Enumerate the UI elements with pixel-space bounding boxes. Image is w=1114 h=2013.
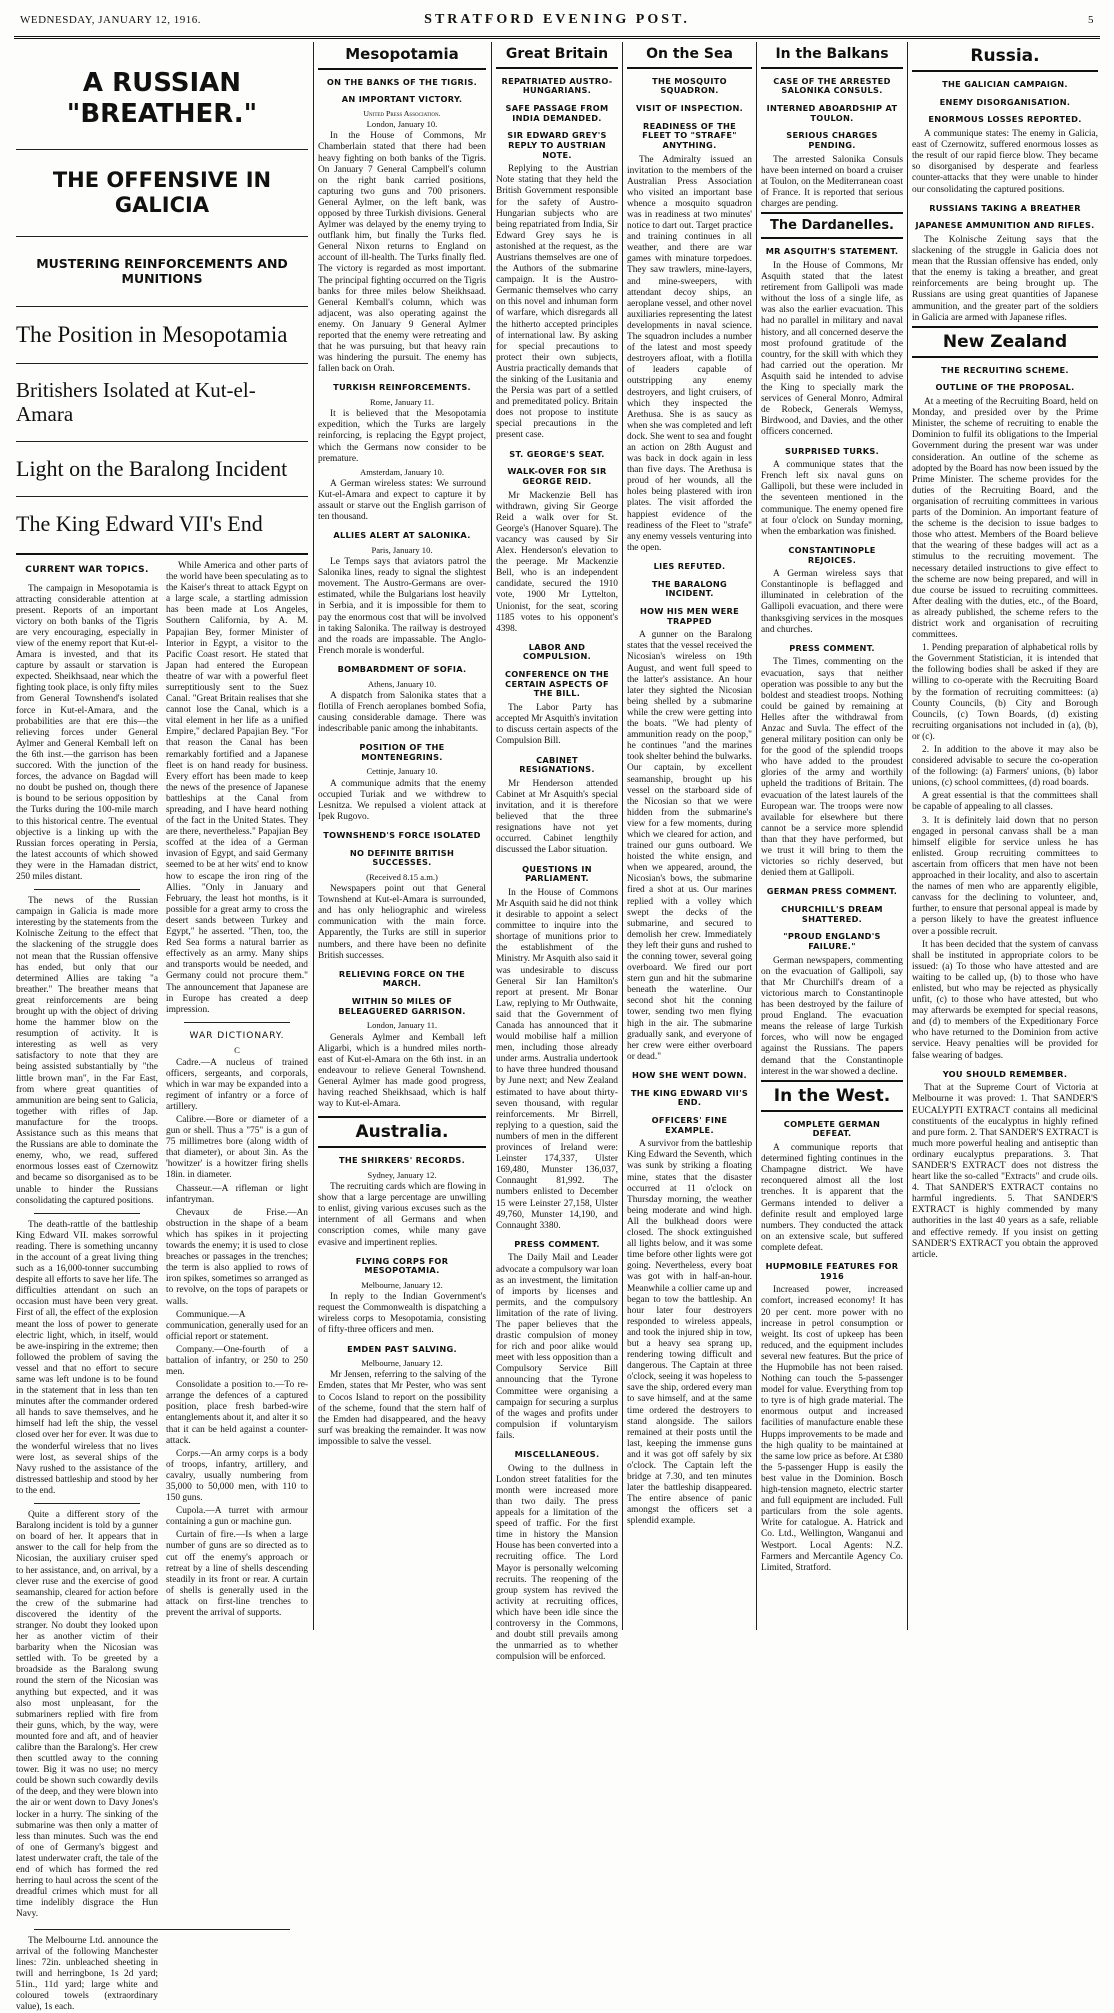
article-text: A communique reports that determined fighting continues in the Champagne district. We have reconquered almost all the lost trenches. It is apparent that the Germans intended to deliver a definite result and employed large numbers. They conducted the attack on an extensive scale, but suffered complete defeat. (761, 1143, 903, 1253)
subhead: ENORMOUS LOSSES REPORTED. (928, 114, 1082, 125)
article-paragraph: While America and other parts of the world have been speculating as to the Kaiser's threat to attack Egypt on a large scale, a startling admission has been made at Los Angeles, Southern California, by A. M. Papajian Bey, former Minister of Interior in Egypt, a visitor to the Pacific Coast resort. He stated that Japan had entered the European theatre of war with a powerful fleet surreptitiously sent to the Suez Canal. "Great Britain realises that she cannot lose the Canal, which is a vital element in her life as a unified Empire," declared Papajian Bey. "For that reason the Canal has been remarkably fortified and a Japanese fleet is on hand ready for business. Every effort has been made to keep the news of the presence of Japanese battleships at the Canal from spreading, and I have heard nothing of the fact in the United States. They are there, nevertheless." Papajian Bey scoffed at the idea of a German invasion of Egypt, and said Germany seemed to be at her wits' end to know how to escape the iron ring of the Allies. "Only in January and February, the least hot months, is it possible for a great army to cross the desert sands between Turkey and Egypt," he asserted. "Then, too, the Red Sea forms a natural barrier as effectively as an army. Many ships and transports would be needed, and Germany could not procure them." The announcement that Japanese are in Europe has created a deep impression. (166, 560, 308, 1015)
divider (34, 1213, 140, 1214)
article-text: German newspapers, commenting on the evacuation of Gallipoli, say that Mr Churchill's dream of a victorious march to Constantinople has been destroyed by the failure of proud England. The evacuation means the release of large Turkish forces, who will now be engaged against the Russians. The papers demand that the Constantinople interest in the war showed a decline. (761, 955, 903, 1077)
subhead: HOW HIS MEN WERE TRAPPED (639, 605, 740, 626)
column-rule (756, 42, 757, 1630)
article-text: The Daily Mail and Leader advocate a compulsory war loan as an investment, the limitation of imports by licenses and permits, and the compulsory limitation of the rate of living. The paper believes that the drastic compulsion of money for rich and poor alike would meet with less opposition than a Compulsory Service Bill announcing that the Tyrone Committee were organising a campaign for securing a surplus of the wages and profits under compulsion if voluntaryism fails. (496, 1253, 618, 1441)
dictionary-entry: Chevaux de Frise.—An obstruction in the shape of a beam which has spikes in it projecting towards the enemy; it is used to close breaches or passages in the trenches; the term is also applied to rows of iron spikes, sometimes so arranged as to revolve, on the tops of parapets or walls. (166, 1207, 308, 1307)
dateline: London, January 11. (366, 1020, 438, 1031)
article-text: The Times, commenting on the evacuation, says that neither operation was possible to any but the boldest and steadiest troops. Nothing could be gained by remaining at Helles after the withdrawal from Anzac and Suvla. The effect of the general military position can only be for the good of the splendid troops who have added to the proudest glories of the army and worthily upheld the traditions of Britain. The evacuation of the latest laurels of the European war. The troops were now available for elsewhere but there cannot be a service more splendid than that they have performed, but we trust it will bring to them the victories so richly deserved, but denied them at Gallipoli. (761, 657, 903, 879)
article-paragraph: The news of the Russian campaign in Galicia is made more interesting by the statements from the Kolnische Zeitung to the effect that the slackening of the struggle does not mean that the Russian offensive has ended, but only that our determined Allies are taking "a breather." The breather means that great reinforcements are being brought up with the object of driving home the hammer blow on the resumption of activity. It is interesting as well as very satisfactory to note that they are being assisted substantially by "the little brown man", in the Far East, from where great quantities of ammunition are being sent to Galicia, together with rifles of Jap. manufacture for the troops. Assistance such as this means that the Russians are able to dominate the enemy, who, we read, suffered enormous losses east of Czernowitz and became so disorganised as to be unable to hinder the Russians consolidating the captured positions. (16, 896, 158, 1206)
headline-reinforcements: MUSTERING REINFORCEMENTS AND MUNITIONS (16, 237, 308, 308)
article-text: A communique states that the French left six naval guns on Gallipoli, but these were included in the seventeen mentioned in the communique. The enemy opened fire at four o'clock on Sunday morning, when the embarkation was finished. (761, 460, 903, 537)
dateline: Amsterdam, January 10. (359, 466, 444, 477)
advert-melbourne: The Melbourne Ltd. announce the arrival of the following Manchester lines: 72in. unbleached sheeting in twill and herringbone, 1s 2d yard; 51in., 11d yard; large white and coloured towels (extraordinary value), 1s each. (16, 1935, 158, 2013)
subhead: TOWNSHEND'S FORCE ISOLATED (323, 829, 481, 840)
subhead: EMDEN PAST SALVING. (347, 1343, 457, 1354)
divider (34, 889, 140, 890)
dictionary-entry: Corps.—An army corps is a body of troops, infantry, artillery, and cavalry, usually numbering from 35,000 to 50,000 men, with 110 to 150 guns. (166, 1448, 308, 1504)
article-text: At a meeting of the Recruiting Board, held on Monday, and presided over by the Prime Minister, the scheme of recruiting to enable the Dominion to fulfil its obligations to the Imperial Government during the present war was under consideration. An outline of the scheme as adopted by the Board has now been issued by the Prime Minister. The scheme provides for the duties of the Recruiting Board, and the organisation of recruiting committees in various parts of the Dominion. An important feature of the scheme is the decision to issue badges to those who attest. Members of the Board believe that the wearing of these badges will act as a stimulus to the recruiting movement. The necessary detailed instructions to give effect to the scheme are now being prepared, and will in due course be issued to recruiting committees. After dealing with the duties, etc., of the Board, as already published, the scheme refers to the district work and organisation of recruiting committees. (912, 397, 1098, 641)
subhead: THE MOSQUITO SQUADRON. (652, 75, 727, 96)
column-rule (491, 42, 492, 1630)
subhead: CONSTANTINOPLE REJOICES. (788, 544, 876, 565)
section-mesopotamia: Mesopotamia (318, 42, 486, 70)
article-text: The recruiting cards which are flowing in show that a large percentage are unwilling to enlist, giving various excuses such as the internment of all Germans and when conscription comes, while many gave evasive and impertinent replies. (318, 1182, 486, 1248)
subhead: THE BARALONG INCIDENT. (651, 578, 728, 599)
article-text: Mr Jensen, referring to the salving of the Emden, states that Mr Pester, who was sent to Cocos Island to report on the possibility of the scheme, found that the stern half of the Emden had disappeared, and the heavy surf was breaking the remainder. It was now impossible to salve the vessel. (318, 1370, 486, 1447)
subhead: "PROUD ENGLAND'S FAILURE." (783, 931, 881, 951)
subhead: ENEMY DISORGANISATION. (939, 96, 1071, 107)
article-text: In reply to the Indian Government's request the Commonwealth is dispatching a wireless corps to Mesopotamia, consisting of fifty-three officers and men. (318, 1292, 486, 1336)
subhead: LABOR AND COMPULSION. (522, 641, 592, 662)
dateline: Cettinje, January 10. (366, 766, 438, 777)
subhead: SERIOUS CHARGES PENDING. (786, 130, 878, 150)
article-text: The Admiralty issued an invitation to the members of the Australian Press Association who visited an important base whence a mosquito squadron was in readiness at two minutes' notice to dart out. Target practice and training continues in all weather, and there are war games with minature torpedoes. They saw trawlers, mine-layers, and mine-sweepers, with attendant decoy ships, an aeroplane vessel, and other novel auxiliaries representing the latest developments in naval science. The squadron includes a number of the latest and most speedy destroyers afloat, with a flotilla of leaders capable of outstripping any enemy destroyers, and light cruisers, of which they inspected the Arethusa. She is as saucy as when she was completed and left dock. She went to sea and fought an action on 28th August and was back in dock again in less than five days. The Arethusa is proud of her wounds, all the holes being plastered with iron plates. The visit afforded the happiest evidence of the readiness of the Fleet to "strafe" any enemy vessels venturing into the open. (627, 154, 752, 553)
subhead: ALLIES ALERT AT SALONIKA. (333, 530, 471, 541)
scheme-item: 2. In addition to the above it may also be considered advisable to secure the co-operation of the following: (a) Farmers' unions, (b) labor unions, (c) school committees, (d) road boards. (912, 745, 1098, 789)
subhead: REPATRIATED AUSTRO-HUNGARIANS. (501, 75, 613, 96)
subhead: OFFICERS' FINE EXAMPLE. (651, 1114, 728, 1135)
subhead: THE GALICIAN CAMPAIGN. (942, 79, 1068, 90)
column-rule (313, 42, 314, 1630)
section-australia: Australia. (318, 1116, 486, 1148)
column-rule (907, 42, 908, 1630)
subhead: INTERNED ABOARDSHIP AT TOULON. (766, 102, 898, 123)
advert-sanders-extract: That at the Supreme Court of Victoria at Melbourne it was proved: 1. That SANDER'S EUCALYPTI EXTRACT contains all medicinal constituents of the eucalyptus in highly refined and pure form. 2. That SANDER'S EXTRACT is much more powerful healing and antiseptic than ordinary eucalyptus preparations. 3. That SANDER'S EXTRACT does not distress the heart like the so-called "Extracts" and crude oils. 4. That SANDER'S EXTRACT contains no harmful ingredients. 5. That SANDER'S EXTRACT is highly commended by many authorities in the last 40 years as a safe, reliable and effective remedy. If you insist on getting SANDER'S EXTRACT you obtain the approved article. (912, 1083, 1098, 1260)
subhead: RUSSIANS TAKING A BREATHER (929, 202, 1081, 213)
article-text: A survivor from the battleship King Edward the Seventh, which was sunk by striking a floating mine, states that the disaster occurred at 11 o'clock on Thursday morning, the weather being moderate and wind high. All the bulkhead doors were closed. The shock extinguished all lights below, and it was some time before other lights were got going. Nevertheless, every boat was got with in half-an-hour. Meanwhile a collier came up and began to tow the battleship. An hour later four destroyers responded to wireless appeals, and took the injured ship in tow, but a heavy sea sprang up, rendering towing difficult and dangerous. The Captain at three o'clock, seeing it was hopeless to save the ship, ordered every man to save himself, and at the same time ordered the destroyers to stand alongside. The sailors remained at their posts until the last, keeping the immense guns and it was got off safely by six o'clock. The Captain left the bridge at 7.30, and ten minutes later the battleship disappeared. The entire absence of panic amongst the officers set a splendid example. (627, 1139, 753, 1527)
subhead: PRESS COMMENT. (514, 1238, 600, 1249)
subhead: THE KING EDWARD VII'S END. (630, 1087, 749, 1108)
newspaper-title: STRATFORD EVENING POST. (424, 12, 690, 27)
subhead: SURPRISED TURKS. (784, 445, 880, 456)
article-text: Generals Aylmer and Kemball left Aligarbi, which is a hundred miles north-east of Kut-el-Amara on the 6th inst. in an endeavour to relieve General Townshend. General Aylmer has made good progress, having reached Sheikhsaad, which is half way to Kut-el-Amara. (318, 1032, 486, 1110)
article-text: A gunner on the Baralong states that the vessel received the Nicosian's wireless on 19th August, and went full speed to the latter's assistance. An hour later they sighted the Nicosian being shelled by a submarine while the crew were getting into the boats. "We had plenty of ammunition ready on the poop," he continues "and the marines took shelter behind the bulwarks. Our captain, by excellent seamanship, brought up his vessel on the starboard side of the Nicosian so that we were hidden from the submarine's view for a few moments, during which we cleared for action, and trained our guns outboard. We hoisted the white ensign, and when we appeared, around, the Nicosian's bows, the submarine fired a shot at us. Our marines replied with a volley which swept the decks of the submarine, and secured to demolish her crew. Immediately they left their guns and rushed to the conning tower, several going overboard. We fired our port stern gun and hit the submarine beneath the waterline. Our second shot hit the conning tower, sending two men flying high in the air. The submarine gradually sank, and everyone of her crew were either overboard or dead." (627, 630, 752, 1062)
war-dictionary-title: WAR DICTIONARY. (189, 1030, 285, 1041)
war-topics-title: CURRENT WAR TOPICS. (25, 564, 149, 575)
subhead: BOMBARDMENT OF SOFIA. (337, 663, 467, 674)
dictionary-entry: Consolidate a position to.—To re-arrange the defences of a captured position, place fresh barbed-wire entanglements about it, and alter it so that it can be held against a counter-attack. (166, 1380, 308, 1446)
subhead: OUTLINE OF THE PROPOSAL. (935, 382, 1075, 393)
dictionary-entry: Calibre.—Bore or diameter of a gun or shell. Thus a "75" is a gun of 75 millimetres bore (along width of that diameter), or about 3in. As the 'howitzer' is a howitzer firing shells 18in. in diameter. (166, 1115, 308, 1181)
scheme-item: 1. Pending preparation of alphabetical rolls by the Government Statistician, it is intended that the following bodies shall be asked if they are willing to co-operate with the Recruiting Board by the formation of recruiting committees: (a) County Councils, (b) City and Borough Councils, (c) Town Boards, (d) existing recruiting organisations not included in (a), (b), or (c). (912, 643, 1098, 742)
headline-russian-breather: A RUSSIAN "BREATHER." (16, 42, 308, 150)
subhead: ST. GEORGE'S SEAT. (509, 448, 605, 459)
column-on-the-sea (627, 42, 752, 1630)
section-great-britain: Great Britain (496, 42, 618, 69)
headline-kut-el-amara: Britishers Isolated at Kut-el-Amara (16, 364, 308, 443)
subhead: FLYING CORPS FOR MESOPOTAMIA. (355, 1255, 449, 1276)
column-russia (912, 42, 1098, 1630)
article-text: The arrested Salonika Consuls have been interned on board a cruiser at Toulon, on the Mediterranean coast of France. It is reported that serious charges are pending. (761, 154, 903, 209)
dictionary-entry: Curtain of fire.—Is when a large number of guns are so directed as to cut off the enemy's approach or retreat by a line of shells descending steadily in its front or rear. A curtain of shells is generally used in the attack on first-line trenches to prevent the arrival of supports. (166, 1530, 308, 1619)
issue-date: WEDNESDAY, JANUARY 12, 1916. (20, 14, 202, 26)
subhead: COMPLETE GERMAN DEFEAT. (783, 1118, 881, 1139)
section-dardanelles: The Dardanelles. (761, 212, 903, 239)
subhead: LIES REFUTED. (653, 560, 726, 571)
article-text: Owing to the dullness in London street fatalities for the month were increased more than two daily. The press appeals for a limitation of the speed of traffic. For the first time in history the Mansion House has been converted into a recruiting office. The Lord Mayor is personally welcoming recruits. The reopening of the group system has revived the activity at recruiting offices, which have been idle since the controversy in the Commons, and doubt still prevails among the unmarried as to whether compulsion will be enforced. (496, 1463, 618, 1663)
dateline: Melbourne, January 12. (361, 1358, 443, 1369)
subhead: SAFE PASSAGE FROM INDIA DEMANDED. (505, 102, 609, 123)
section-new-zealand: New Zealand (912, 326, 1098, 358)
dateline: Sydney, January 12. (367, 1169, 437, 1180)
byline: United Press Association. (363, 109, 441, 119)
article-text: A dispatch from Salonika states that a flotilla of French aeroplanes bombed Sofia, causing considerable damage. There was indescribable panic among the inhabitants. (318, 690, 486, 734)
section-in-the-balkans: In the Balkans (761, 42, 903, 69)
subhead: TURKISH REINFORCEMENTS. (333, 382, 471, 393)
article-text: The Kolnische Zeitung says that the slackening of the struggle in Galicia does not mean that the Russian offensive has ended, only that the enemy is taking a breather, and great reinforcements are being brought up. The Russians are using great quantities of Japanese ammunition, and the greater part of the soldiers in Galicia are armed with Japanese rifles. (912, 234, 1098, 323)
subhead: CASE OF THE ARRESTED SALONIKA CONSULS. (773, 75, 891, 96)
scheme-item: 3. It is definitely laid down that no person engaged in personal canvass shall be a man himself eligible for service unless he has enlisted. Group recruiting committees to ascertain from officers that men have not been approached in their locality, and also to ascertain the names of men who are apparently eligible, canvass for the declining to volunteer, and, further, to ensure that personal appeal is made by a person likely to have the greatest influence over a possible recruit. (912, 815, 1098, 937)
article-text: In the House of Commons Mr Asquith said he did not think it desirable to appoint a select committee to inquire into the shortage of munitions prior to the establishment of the Ministry. Mr Asquith also said it was undesirable to discuss General Sir Ian Hamilton's report at present. Mr Bonar Law, replying to Mr Outhwaite, said that the Government of Canada has announced that it would mobilise half a million men, including those already under arms. Australia undertook to have three hundred thousand by June next; and New Zealand estimated to have about thirty-seven thousand, with regular reinforcements. Mr Birrell, replying to a question, said the numbers of men in the different provinces of Ireland were: Leinster 174,337, Ulster 169,480, Munster 136,037, Connaught 81,992. The numbers enlisted to December 15 were Leinster 27,158, Ulster 49,760, Munster 14,190, and Connaught 3380. (496, 887, 618, 1231)
subhead: QUESTIONS IN PARLIAMENT. (522, 863, 592, 884)
subhead: PRESS COMMENT. (789, 642, 875, 653)
divider (34, 1503, 140, 1504)
article-text: In the House of Commons, Mr Asquith stated that the latest retirement from Gallipoli was made without the loss of a single life, as was also the earlier evacuation. This had no parallel in military and naval history, and all concerned deserve the most profound gratitude of the country, for the skill with which they had carried out the operation. Mr Asquith said he intended to advise the King to specially mark the services of General Monro, Admiral de Robeck, Generals Wemyss, Birdwood, and Davies, and the other officers concerned. (761, 261, 903, 438)
article-text: The Labor Party has accepted Mr Asquith's invitation to discuss certain aspects of the Compulsion Bill. (496, 703, 618, 747)
subhead: HUPMOBILE FEATURES FOR 1916 (765, 1261, 899, 1281)
subhead: SIR EDWARD GREY'S REPLY TO AUSTRIAN NOTE. (507, 130, 607, 160)
column-great-britain (496, 42, 618, 1663)
subhead: YOU SHOULD REMEMBER. (942, 1068, 1068, 1079)
subhead: READINESS OF THE FLEET TO "STRAFE" ANYTHING. (642, 120, 737, 150)
section-in-the-west: In the West. (761, 1080, 903, 1112)
divider (34, 1929, 290, 1930)
subhead: RELIEVING FORCE ON THE MARCH. (338, 968, 466, 989)
masthead (14, 12, 1100, 32)
divider (184, 1022, 290, 1023)
subhead: THE SHIRKERS' RECORDS. (338, 1155, 466, 1166)
article-paragraph: Quite a different story of the Baralong incident is told by a gunner on board of her. It appears that in answer to the call for help from the Nicosian, the auxiliary cruiser sped to her assistance, and, on arrival, by a clever ruse and the exercise of good seamanship, cleared for action before the crew of the submarine had discovered the identity of the stranger. No doubt they looked upon her as another victim of their barbarity when the Nicosian was settled with. To be greeted by a broadside as the Baralong swung round the stern of the Nicosian was anything but expected, and it was also most unpleasant, for the submariners replied with fire from their guns, which, by the way, were mounted fore and aft, and of heavier calibre than the Baralong's. Her crew then scuttled away to the conning tower. Big it was no use; no mercy could be shown such cowardly devils of the deep, and they were blown into the air or went down to Davy Jones's locker in a hurry. The sinking of the submarine was then only a matter of less than minutes. Such was the end of one of Germany's biggest and latest underwater craft, the tale of the end of which has formed the red herring to haul across the scent of the dreadful crimes which must for all time indelibly disgrace the Hun Navy. (16, 1510, 158, 1920)
dateline: (Received 8.15 a.m.) (366, 871, 438, 882)
subhead: AN IMPORTANT VICTORY. (341, 94, 463, 105)
article-text: In the House of Commons, Mr Chamberlain stated that there had been heavy fighting on both banks of the Tigris. On January 7 General Campbell's column on the right bank carried positions, capturing two guns and 700 prisoners. General Aylmer, on the left bank, was opposed by three Turkish divisions. General Aylmer was delayed by the enemy trying to outflank him, but finally the Turks fled. General Nixon returns to England on account of ill-health. The Turks finally fled. The victory is regarded as most important. The principal fighting occurred on the Tigris banks for three miles below Sheikhsaad. General Kemball's column, which was adjacent, was also operating against the enemy. On January 9 General Aylmer reported that the enemy were retreating and that he was pursuing, but that heavy rain was hindering the pursuit. The enemy has fallen back on Orah. (318, 131, 486, 375)
subhead: WALK-OVER FOR SIR GEORGE REID. (507, 466, 607, 486)
front-headlines (16, 42, 308, 555)
war-topics-right (166, 561, 308, 1923)
subhead: POSITION OF THE MONTENEGRINS. (359, 742, 445, 762)
dateline: Paris, January 10. (371, 544, 433, 555)
article-text: A communique states: The enemy in Galicia, east of Czernowitz, suffered enormous losses as the result of our rapid fierce blow. They became so disorganised by desperate and fearless counter-attacks that they were unable to hinder our consolidating the captured positions. (912, 129, 1098, 195)
subhead: NO DEFINITE BRITISH SUCCESSES. (349, 847, 455, 868)
column-balkans (761, 42, 903, 1630)
dictionary-entry: Company.—One-fourth of a battalion of infantry, or 250 to 250 men. (166, 1344, 308, 1378)
subhead: JAPANESE AMMUNITION AND RIFLES. (915, 220, 1095, 231)
dictionary-entry: Cupola.—A turret with armour containing a gun or machine gun. (166, 1506, 308, 1528)
subhead: THE RECRUITING SCHEME. (941, 364, 1069, 375)
article-text: Le Temps says that aviators patrol the Salonika lines, ready to signal the slightest movement. The Austro-Germans are over-estimated, while the Bulgarians lost heavily in Serbia, and it is impossible for them to pay the enormous cost that will be involved in taking Salonika. The railway is destroyed and the roads are impassable. The Anglo-French morale is wonderful. (318, 557, 486, 656)
scheme-item: It has been decided that the system of canvass shall be instituted in appropriate colors to be issued: (a) To those who have attested and are waiting to be called up, (b) to those who have enlisted, but who may be rejected as physically unfit, (c) to those who have attested, but who may afterwards be exempted for special reasons, and (d) to members of the Expeditionary Force who have returned to the Dominion from active service. Heavy penalties will be provided for false wearing of badges. (912, 939, 1098, 1061)
dictionary-entry: Chasseur.—A rifleman or light infantryman. (166, 1183, 308, 1205)
dictionary-entry: Communique.—A communication, generally used for an official report or statement. (166, 1309, 308, 1342)
headline-offensive-galicia: THE OFFENSIVE IN GALICIA (16, 150, 308, 237)
article-text: Replying to the Austrian Note stating that they held the British Government responsible for the safety of Austro-Hungarian subjects who are being repatriated from India, Sir Edward Grey says he is astonished at the request, as the Austrians themselves are one of the Authors of the submarine campaign. It is the Austro-Germanic themselves who carry on this novel and inhuman form of warfare, which disregards all the hitherto accepted principles of international law. By asking for special precautions to protect their own subjects, Austria practically demands that the sinking of the Lusitania and the Persia was part of a settled and premeditated policy. Britain does not propose to institute special precautions in the present case. (496, 164, 618, 441)
article-text: A German wireless states: We surround Kut-el-Amara and expect to capture it by assault or starve out the English garrison of ten thousand. (318, 478, 486, 523)
dateline: Rome, January 11. (369, 397, 435, 408)
article-text: It is believed that the Mesopotamia expedition, which the Turks are largely reinforcing, is replacing the Egypt project, which the Germans now consider to be premature. (318, 409, 486, 464)
subhead: HOW SHE WENT DOWN. (632, 1069, 747, 1080)
scheme-item: A great essential is that the committees shall be capable of appealing to all classes. (912, 791, 1098, 813)
subhead: VISIT OF INSPECTION. (635, 102, 744, 113)
article-paragraph: The campaign in Mesopotamia is attracting considerable attention at present. Reports of an important victory on both banks of the Tigris are very encouraging, especially in view of the enemy report that Kut-el-Amara is invested, and that its capture by assault or starvation is expected. Sheikhsaad, near which the fighting took place, is only fifty miles from General Townshend's isolated force in Kut-el-Amara, and the probabilities are that ere this—the relieving forces under General Aylmer and General Kemball left on the 6th inst.—the garrison has been succored. With the junction of the forces, the advance on Bagdad will no doubt be pushed on, though there is bound to be serious opposition by the Turks during the 100-mile march to this historical centre. The eventual objective is a linking up with the Russian forces operating in Persia, the latest accounts of which showed they were in the Hamadan district, 250 miles distant. (16, 583, 158, 882)
subhead: CONFERENCE ON THE CERTAIN ASPECTS OF THE BILL. (504, 669, 609, 699)
subhead: WITHIN 50 MILES OF BELEAGUERED GARRISON. (338, 996, 466, 1016)
subhead: GERMAN PRESS COMMENT. (766, 886, 898, 897)
article-text: Newspapers point out that General Townshend at Kut-el-Amara is surrounded, and has only heliographic and wireless communication with the main force. Apparently, the Turks are still in superior numbers, and there have been no definite British successes. (318, 884, 486, 961)
article-text: A communique admits that the enemy occupied Turiak and we withdrew to Lesnitza. We repulsed a violent attack at Ipek Rugovo. (318, 778, 486, 822)
subhead: CHURCHILL'S DREAM SHATTERED. (781, 903, 883, 924)
dictionary-entry: Cadre.—A nucleus of trained officers, sergeants, and corporals, which in war may be expanded into a regiment of infantry or a force of artillery. (166, 1057, 308, 1112)
dateline: Melbourne, January 12. (361, 1279, 443, 1290)
subhead: ON THE BANKS OF THE TIGRIS. (326, 76, 478, 87)
headline-baralong: Light on the Baralong Incident (16, 442, 308, 497)
subhead: MR ASQUITH'S STATEMENT. (765, 246, 899, 257)
dateline: London, January 10. (366, 119, 438, 130)
article-text: Mr Mackenzie Bell has withdrawn, giving Sir George Reid a walk over for St. George's (Hanover Square). The vacancy was caused by Sir Alex. Henderson's elevation to the peerage. Mr Mackenzie Bell, who is an independent candidate, secured the 1910 vote, 1900 Mr Lyttelton, Unionist, for the seat, scoring 1185 votes to his opponent's 4398. (496, 490, 618, 634)
section-russia: Russia. (912, 42, 1098, 72)
war-topics-left (16, 561, 158, 1923)
headline-king-edward: The King Edward VII's End (16, 510, 263, 536)
column-war-topics (16, 42, 308, 2013)
article-text: Mr Henderson attended Cabinet at Mr Asquith's special invitation, and it is therefore believed that the three resignations have not yet occurred. Cabinet lengthily discussed the Labor situation. (496, 778, 618, 856)
subhead: CABINET RESIGNATIONS. (519, 754, 595, 775)
masthead-rule (14, 36, 1100, 39)
subhead: MISCELLANEOUS. (514, 1449, 600, 1460)
headline-mesopotamia: The Position in Mesopotamia (16, 307, 308, 363)
section-on-the-sea: On the Sea (627, 42, 752, 69)
page-number: 5 (1088, 14, 1094, 26)
column-rule (622, 42, 623, 1630)
article-text: A German wireless says that Constantinople is beflagged and illuminated in celebration of the Gallipoli evacuation, and there were thanksgiving services in the mosques and churches. (761, 569, 903, 635)
article-paragraph: The death-rattle of the battleship King Edward VII. makes sorrowful reading. There is something uncanny in the account of a great living thing such as a 16,000-tonner succumbing despite all efforts to save her life. The difficulties attendant on such an occasion must have been very great. First of all, the effect of the explosion meant the loss of power to generate electric light, which, in itself, would be awe-inspiring in the extreme; then followed the problem of saving the vessel and that no effort to secure same was left undone is to be found in the statement that in less than ten minutes after the commander ordered all hands to save themselves, and he himself had left the ship, the vessel closed over her for ever. It was due to the wonderful wireless that no lives were lost, as several ships of the Navy rushed to the assistance of the distressed battleship and stood by her to the end. (16, 1219, 158, 1496)
dateline: Athens, January 10. (367, 678, 437, 689)
column-mesopotamia (318, 42, 486, 1630)
war-dictionary-letter: C (234, 1045, 240, 1056)
advert-hupmobile: Increased power, increased comfort, increased economy! It has 20 per cent. more power with no increase in petrol consumption or weight. Its cost of upkeep has been reduced, and the equipment includes several new features. But the price of the Hupmobile has not been raised. Nothing can touch the 5-passenger model for value. Everything from top to tyre is of high grade material. The enormous output and increased facilities of manufacture enable these Hupps improvements to be made and the high quality to be maintained at the same low price as before. At £380 the 5-passenger Hupp is easily the best value in the Dominion. Bosch high-tension magneto, electric starter and full equipment are included. Full particulars from the sole agents. Write for catalogue. A. Hatrick and Co. Ltd., Wellington, Wanganui and Westport. Local Agents: N.Z. Farmers and Mercantile Agency Co. Limited, Stratford. (761, 1285, 903, 1573)
